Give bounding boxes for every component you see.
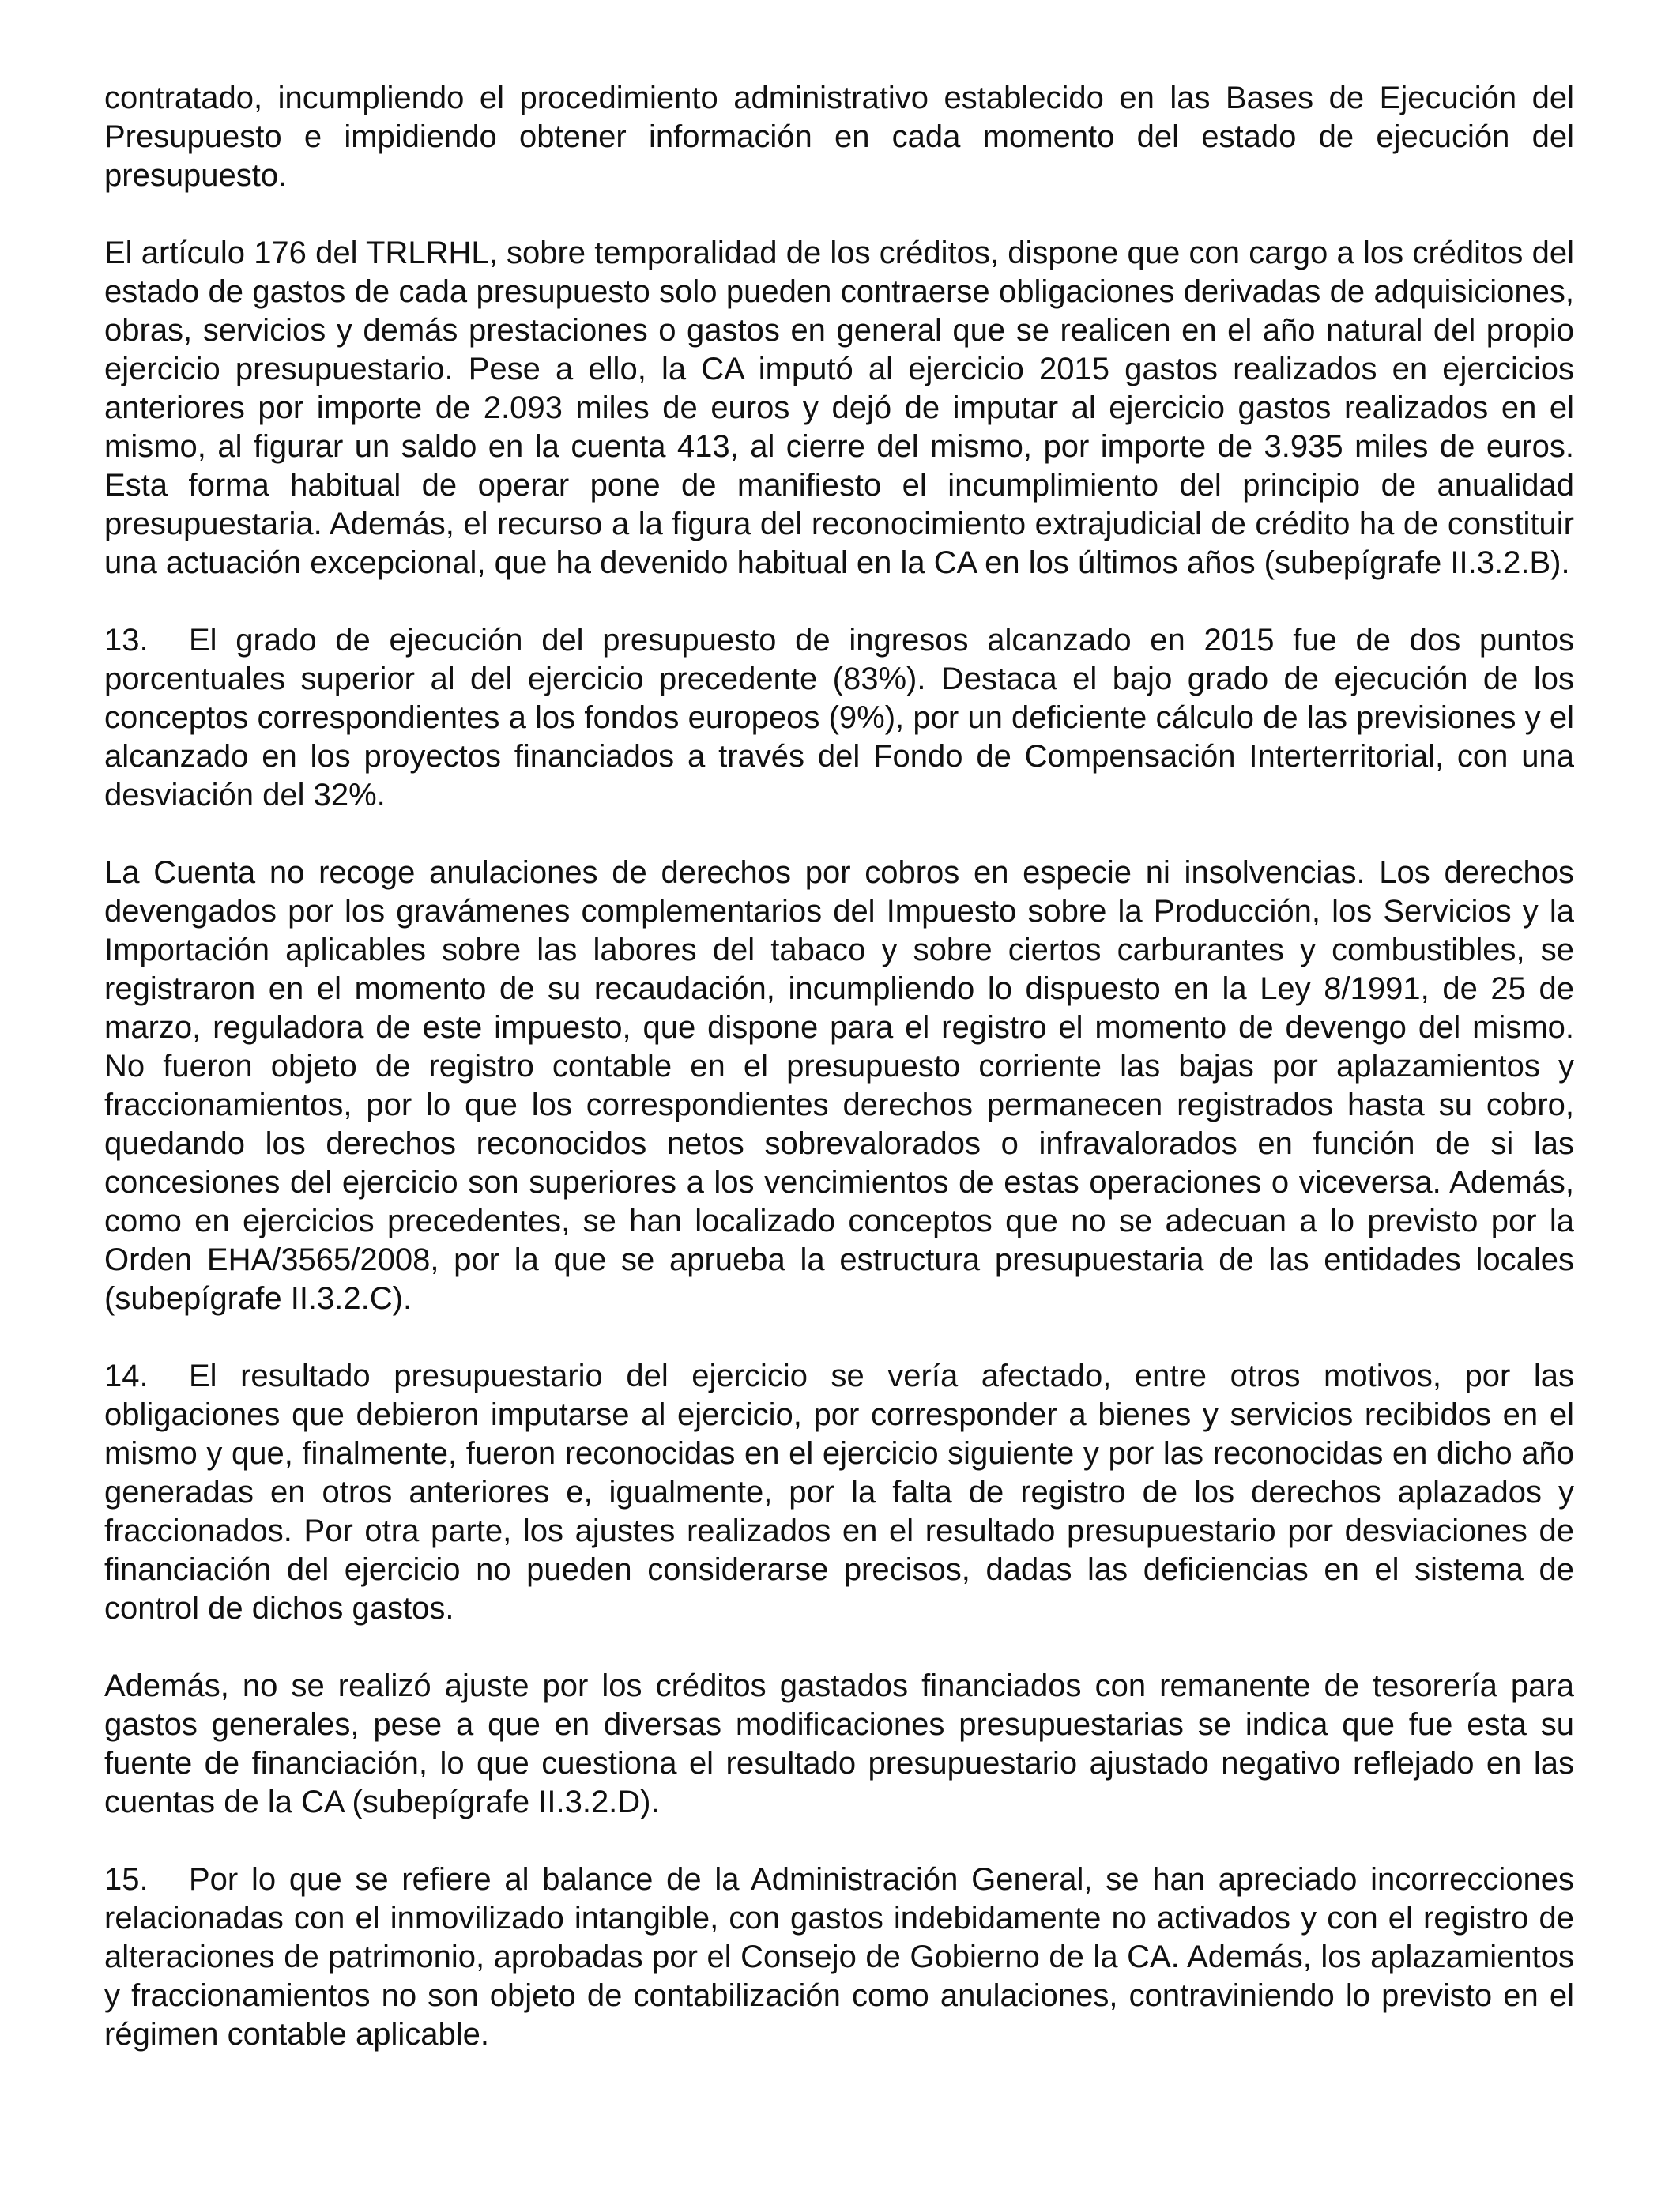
paragraph-text: El grado de ejecución del presupuesto de ingresos alcanzado en 2015 fue de dos puntos porcentuales superior al del ejercicio precedente (83%). Destaca el bajo grado de ejecución de los conceptos correspondientes a los fondos europeos (9%), por un deficiente cálculo de las previsiones y el alcanzado en los proyectos financiados a través del Fondo de Compensación Interterritorial, con una desviación del 32%.	[104, 623, 1574, 812]
paragraph-14	[104, 1357, 1574, 1628]
paragraph-article-176	[104, 234, 1574, 582]
paragraph-text: La Cuenta no recoge anulaciones de derechos por cobros en especie ni insolvencias. Los derechos devengados por los gravámenes complementarios del Impuesto sobre la Producción, los Servicios y la Importación aplicables sobre las labores del tabaco y sobre ciertos carburantes y combustibles, se registraron en el momento de su recaudación, incumpliendo lo dispuesto en la Ley 8/1991, de 25 de marzo, reguladora de este impuesto, que dispone para el registro el momento de devengo del mismo. No fueron objeto de registro contable en el presupuesto corriente las bajas por aplazamientos y fraccionamientos, por lo que los correspondientes derechos permanecen registrados hasta su cobro, quedando los derechos reconocidos netos sobrevalorados o infravalorados en función de si las concesiones del ejercicio son superiores a los vencimientos de estas operaciones o viceversa. Además, como en ejercicios precedentes, se han localizado conceptos que no se adecuan a lo previsto por la Orden EHA/3565/2008, por la que se aprueba la estructura presupuestaria de las entidades locales (subepígrafe II.3.2.C).	[104, 855, 1574, 1316]
paragraph-text: El resultado presupuestario del ejercicio se vería afectado, entre otros motivos, por las obligaciones que debieron imputarse al ejercicio, por corresponder a bienes y servicios recibidos en el mismo y que, finalmente, fueron reconocidas en el ejercicio siguiente y por las reconocidas en dicho año generadas en otros anteriores e, igualmente, por la falta de registro de los derechos aplazados y fraccionados. Por otra parte, los ajustes realizados en el resultado presupuestario por desviaciones de financiación del ejercicio no pueden considerarse precisos, dadas las deficiencias en el sistema de control de dichos gastos.	[104, 1359, 1574, 1626]
paragraph-15	[104, 1860, 1574, 2054]
paragraph-number: 13.	[104, 623, 149, 658]
paragraph-ajuste-remanente	[104, 1667, 1574, 1822]
paragraph-text: contratado, incumpliendo el procedimiento administrativo establecido en las Bases de Ejecución del Presupuesto e impidiendo obtener información en cada momento del estado de ejecución del presupuesto.	[104, 81, 1574, 193]
paragraph-text: Además, no se realizó ajuste por los créditos gastados financiados con remanente de tesorería para gastos generales, pese a que en diversas modificaciones presupuestarias se indica que fue esta su fuente de financiación, lo que cuestiona el resultado presupuestario ajustado negativo reflejado en las cuentas de la CA (subepígrafe II.3.2.D).	[104, 1668, 1574, 1819]
paragraph-continuation	[104, 79, 1574, 195]
document-page	[104, 79, 1574, 2054]
paragraph-number: 15.	[104, 1862, 149, 1897]
paragraph-text: El artículo 176 del TRLRHL, sobre temporalidad de los créditos, dispone que con cargo a los créditos del estado de gastos de cada presupuesto solo pueden contraerse obligaciones derivadas de adquisiciones, obras, servicios y demás prestaciones o gastos en general que se realicen en el año natural del propio ejercicio presupuestario. Pese a ello, la CA imputó al ejercicio 2015 gastos realizados en ejercicios anteriores por importe de 2.093 miles de euros y dejó de imputar al ejercicio gastos realizados en el mismo, al figurar un saldo en la cuenta 413, al cierre del mismo, por importe de 3.935 miles de euros. Esta forma habitual de operar pone de manifiesto el incumplimiento del principio de anualidad presupuestaria. Además, el recurso a la figura del reconocimiento extrajudicial de crédito ha de constituir una actuación excepcional, que ha devenido habitual en la CA en los últimos años (subepígrafe II.3.2.B).	[104, 236, 1574, 580]
paragraph-cuenta-anulaciones	[104, 854, 1574, 1318]
paragraph-13	[104, 621, 1574, 815]
paragraph-number: 14.	[104, 1359, 149, 1393]
paragraph-text: Por lo que se refiere al balance de la Administración General, se han apreciado incorrecciones relacionadas con el inmovilizado intangible, con gastos indebidamente no activados y con el registro de alteraciones de patrimonio, aprobadas por el Consejo de Gobierno de la CA. Además, los aplazamientos y fraccionamientos no son objeto de contabilización como anulaciones, contraviniendo lo previsto en el régimen contable aplicable.	[104, 1862, 1574, 2052]
